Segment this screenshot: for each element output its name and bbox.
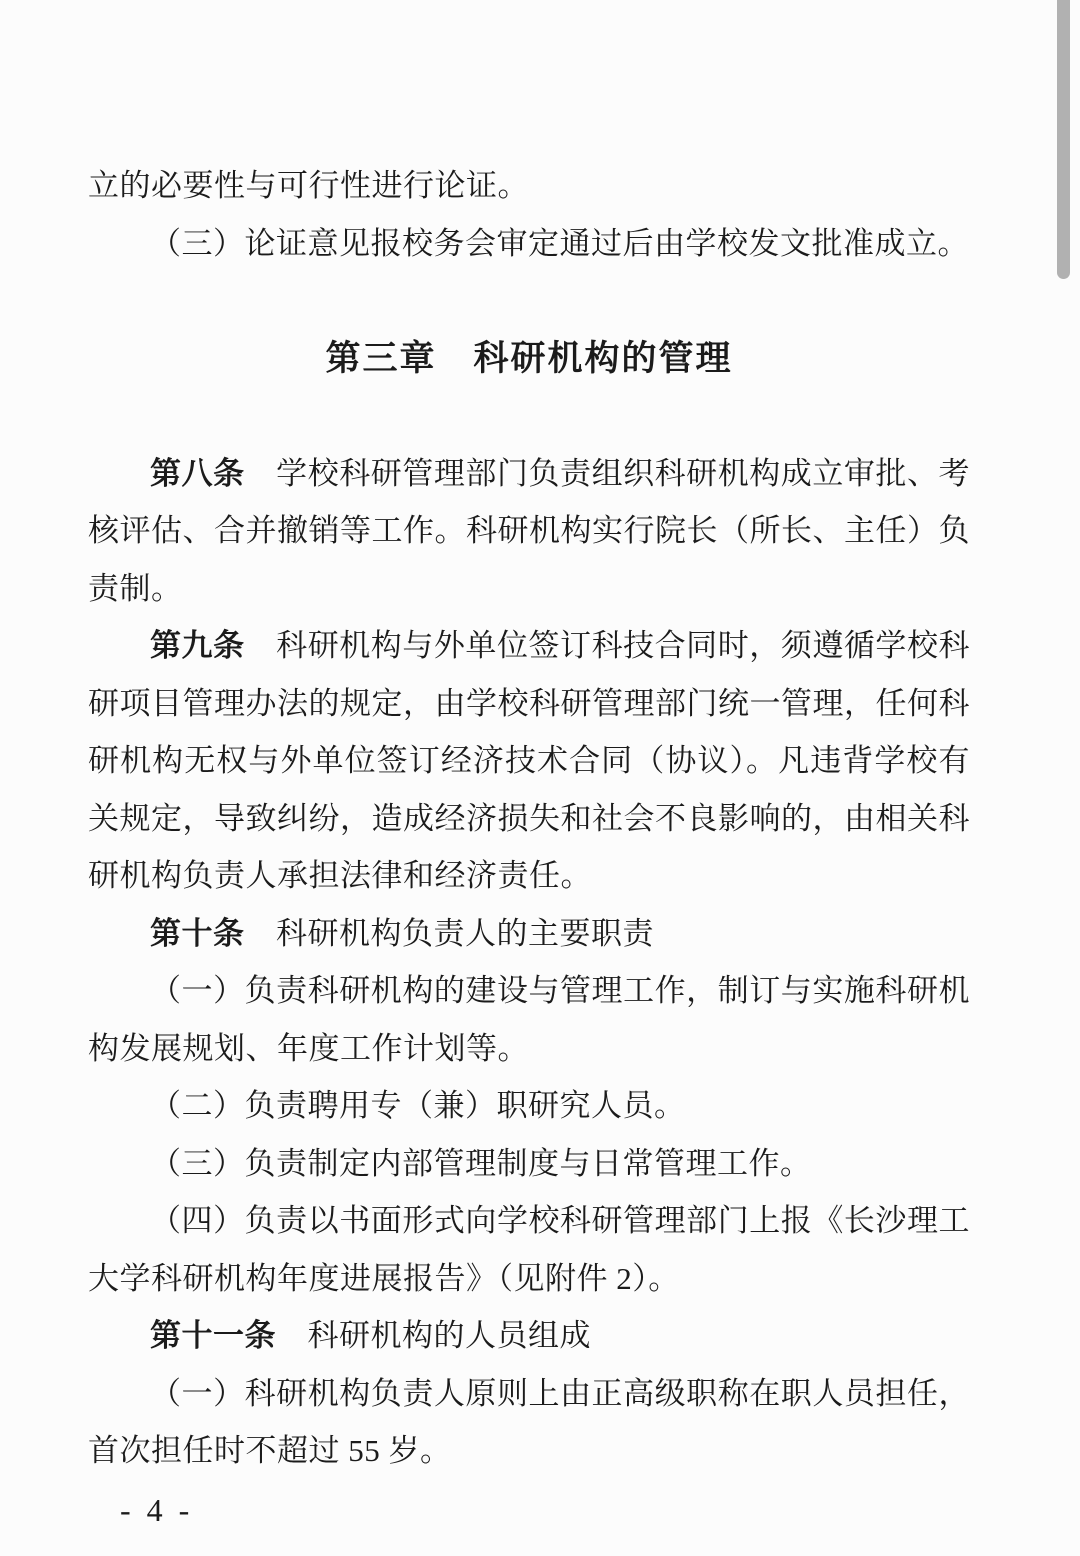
- text-run: 科研机构的人员组成: [276, 1318, 591, 1353]
- text-line: [88, 1192, 970, 1250]
- text-run: 立的必要性与可行性进行论证。: [88, 168, 529, 203]
- text-line: [88, 215, 970, 273]
- text-line: [88, 560, 970, 618]
- text-run: 责制。: [88, 570, 183, 606]
- text-line: [88, 1365, 970, 1423]
- text-run: 研机构负责人承担法律和经济责任。: [88, 858, 592, 893]
- text-run: （四）负责以书面形式向学校科研管理部门上报《长沙理工: [150, 1203, 970, 1238]
- text-line: [88, 1307, 970, 1365]
- text-line: [88, 962, 970, 1020]
- text-run: 科研机构与外单位签订科技合同时，须遵循学校科: [244, 628, 971, 663]
- text-run: 首次担任时不超过 55 岁。: [88, 1433, 452, 1468]
- text-line: [88, 790, 970, 848]
- article-label: 第九条: [150, 628, 245, 663]
- text-run: （一）科研机构负责人原则上由正高级职称在职人员担任，: [150, 1375, 970, 1411]
- text-line: [88, 1135, 970, 1193]
- scrollbar-thumb[interactable]: [1057, 0, 1070, 279]
- text-line: [88, 1020, 970, 1078]
- text-line: [88, 847, 970, 905]
- text-run: 大学科研机构年度进展报告》（见附件 2）。: [88, 1260, 680, 1296]
- blank-line: [88, 387, 970, 445]
- text-line: [88, 157, 970, 215]
- text-line: [88, 1077, 970, 1135]
- text-run: 学校科研管理部门负责组织科研机构成立审批、考: [244, 455, 971, 491]
- text-line: [88, 1250, 970, 1308]
- text-line: [88, 1422, 970, 1480]
- text-line: [88, 732, 970, 790]
- text-run: （二）负责聘用专（兼）职研究人员。: [150, 1088, 686, 1123]
- document-body: [88, 157, 970, 1480]
- text-run: （一）负责科研机构的建设与管理工作，制订与实施科研机: [150, 973, 970, 1008]
- article-label: 第十一条: [150, 1318, 276, 1353]
- article-label: 第八条: [150, 455, 245, 491]
- text-run: 核评估、合并撤销等工作。科研机构实行院长（所长、主任）负: [88, 513, 970, 548]
- text-line: [88, 617, 970, 675]
- article-label: 第三章 科研机构的管理: [325, 338, 733, 378]
- chapter-heading: [88, 330, 970, 388]
- page-number: - 4 -: [120, 1492, 194, 1528]
- text-run: 研项目管理办法的规定，由学校科研管理部门统一管理，任何科: [88, 685, 970, 721]
- text-run: （三）论证意见报校务会审定通过后由学校发文批准成立。: [150, 225, 969, 261]
- text-run: 构发展规划、年度工作计划等。: [88, 1030, 529, 1066]
- blank-line: [88, 272, 970, 330]
- text-run: 研机构无权与外单位签订经济技术合同（协议）。凡违背学校有: [88, 743, 970, 778]
- text-line: [88, 445, 970, 503]
- text-line: [88, 905, 970, 963]
- text-line: [88, 502, 970, 560]
- article-label: 第十条: [150, 915, 245, 951]
- text-run: 科研机构负责人的主要职责: [244, 915, 654, 951]
- text-line: [88, 675, 970, 733]
- text-run: 关规定，导致纠纷，造成经济损失和社会不良影响的，由相关科: [88, 800, 970, 836]
- text-run: （三）负责制定内部管理制度与日常管理工作。: [150, 1145, 812, 1181]
